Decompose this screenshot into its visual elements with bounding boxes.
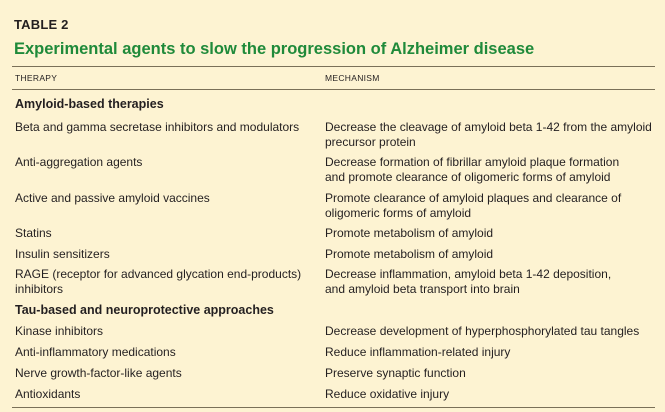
- therapy-cell: Insulin sensitizers: [15, 247, 110, 261]
- therapy-cell: Kinase inhibitors: [15, 324, 104, 338]
- mechanism-cell: Decrease development of hyperphosphorylated tau tangles: [325, 324, 640, 338]
- mechanism-cell: Reduce oxidative injury: [325, 387, 450, 401]
- therapy-cell: Active and passive amyloid vaccines: [15, 191, 210, 205]
- therapy-cell: Statins: [15, 226, 52, 240]
- top-rule: [12, 66, 655, 67]
- mechanism-line: precursor protein: [325, 135, 416, 149]
- column-header-mechanism: MECHANISM: [325, 73, 380, 83]
- header-rule: [12, 89, 655, 90]
- mechanism-cell: [325, 155, 655, 185]
- therapy-line: inhibitors: [15, 282, 64, 296]
- mechanism-cell: Reduce inflammation-related injury: [325, 345, 511, 359]
- section-heading-amyloid: Amyloid-based therapies: [15, 97, 164, 111]
- mechanism-line: Decrease the cleavage of amyloid beta 1-42 from the amyloid: [325, 120, 652, 134]
- mechanism-line: Decrease formation of fibrillar amyloid plaque formation: [325, 155, 620, 169]
- therapy-cell: Antioxidants: [15, 387, 81, 401]
- mechanism-cell: [325, 120, 655, 150]
- section-heading-tau: Tau-based and neuroprotective approaches: [15, 303, 274, 317]
- mechanism-line: and promote clearance of oligomeric forms of amyloid: [325, 170, 611, 184]
- mechanism-cell: Promote metabolism of amyloid: [325, 226, 494, 240]
- therapy-line: RAGE (receptor for advanced glycation end-products): [15, 267, 302, 281]
- mechanism-line: Decrease inflammation, amyloid beta 1-42 deposition,: [325, 267, 612, 281]
- table-title: Experimental agents to slow the progression of Alzheimer disease: [14, 40, 535, 58]
- mechanism-line: and amyloid beta transport into brain: [325, 282, 520, 296]
- therapy-cell: Anti-aggregation agents: [15, 155, 143, 169]
- mechanism-cell: [325, 267, 655, 297]
- table-label: TABLE 2: [14, 17, 69, 32]
- mechanism-cell: Promote metabolism of amyloid: [325, 247, 494, 261]
- column-header-therapy: THERAPY: [15, 73, 58, 83]
- therapy-cell: [15, 267, 315, 297]
- mechanism-line: Promote clearance of amyloid plaques and clearance of: [325, 191, 622, 205]
- therapy-cell: Beta and gamma secretase inhibitors and modulators: [15, 120, 300, 134]
- mechanism-line: oligomeric forms of amyloid: [325, 206, 472, 220]
- therapy-cell: Nerve growth-factor-like agents: [15, 366, 182, 380]
- therapy-cell: Anti-inflammatory medications: [15, 345, 176, 359]
- mechanism-cell: [325, 191, 655, 221]
- bottom-rule: [12, 407, 655, 408]
- mechanism-cell: Preserve synaptic function: [325, 366, 466, 380]
